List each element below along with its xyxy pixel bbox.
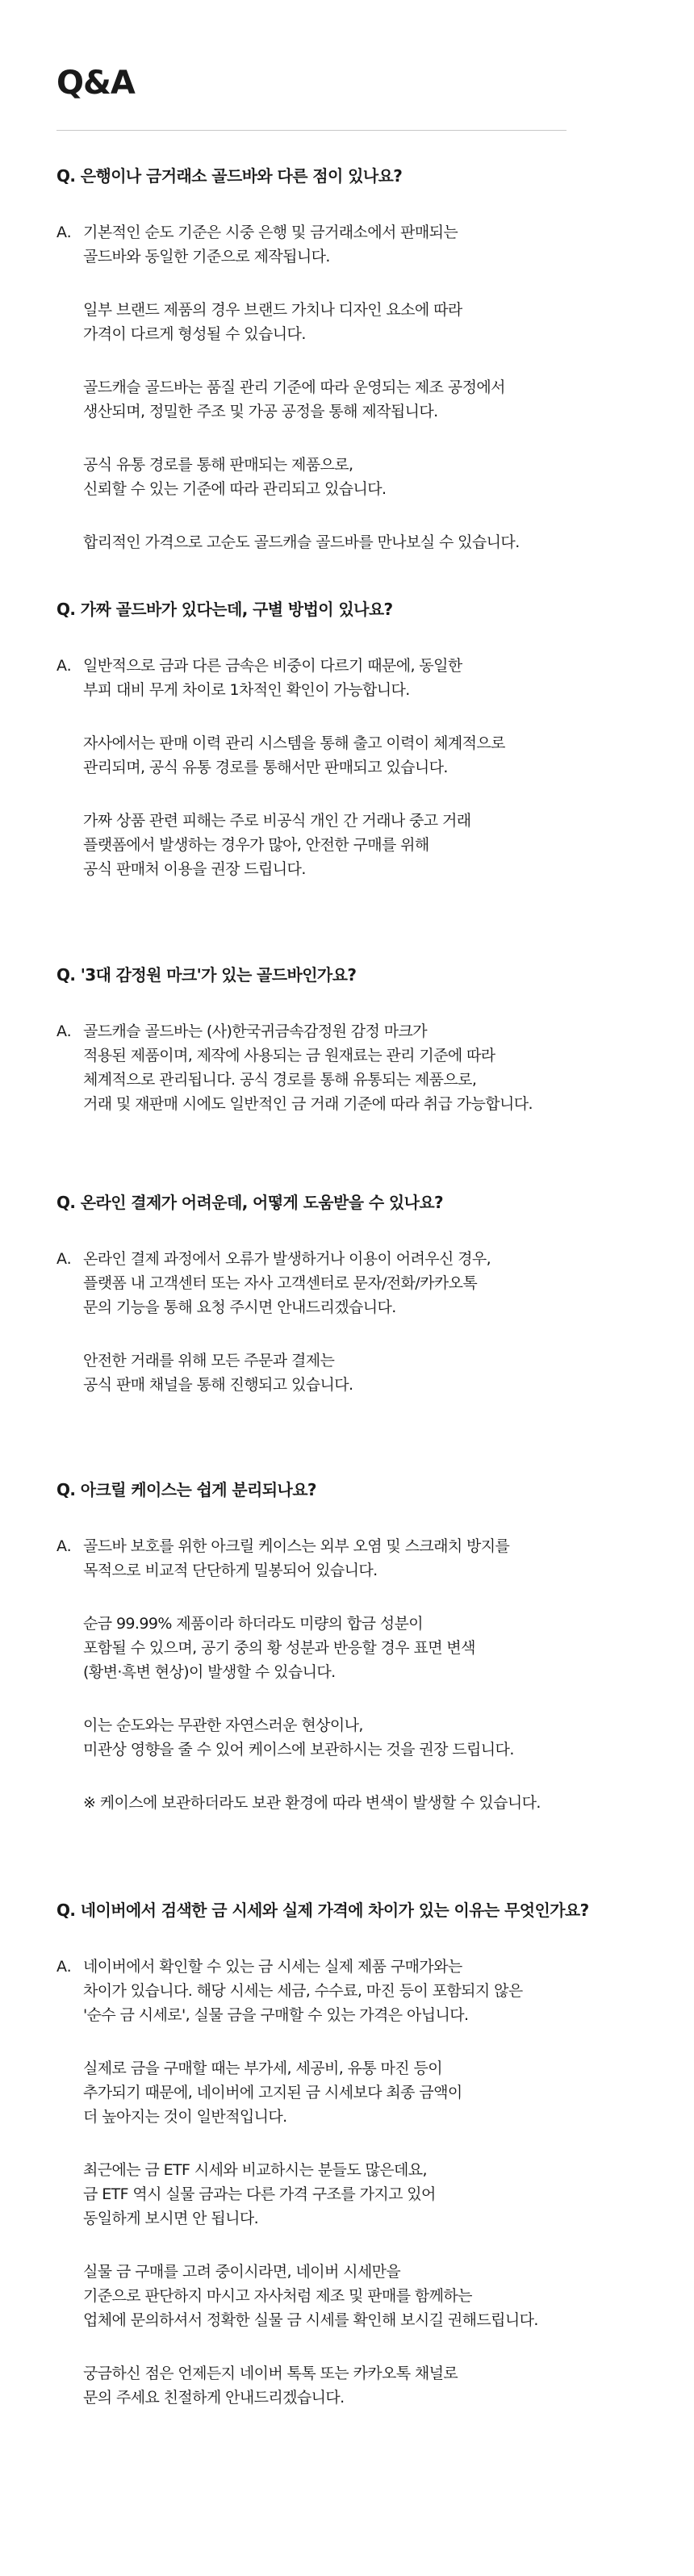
answer-line: 최근에는 금 ETF 시세와 비교하시는 분들도 많은데요, <box>83 2161 427 2179</box>
answer-line: (황변·흑변 현상)이 발생할 수 있습니다. <box>83 1663 336 1681</box>
answer <box>56 220 686 554</box>
answer-paragraph <box>83 2361 686 2410</box>
answer-line: 플랫폼에서 발생하는 경우가 많아, 안전한 구매를 위해 <box>83 836 429 854</box>
page-title: Q&A <box>56 65 135 102</box>
answer-line: 궁금하신 점은 언제든지 네이버 톡톡 또는 카카오톡 채널로 <box>83 2365 458 2382</box>
answer-body <box>83 1955 686 2410</box>
answer-prefix: A. <box>56 224 72 241</box>
answer-line: 공식 유통 경로를 통해 판매되는 제품으로, <box>83 456 353 474</box>
answer-line: 문의 주세요 친절하게 안내드리겠습니다. <box>83 2389 345 2407</box>
answer-line: 이는 순도와는 무관한 자연스러운 현상이나, <box>83 1717 363 1734</box>
answer-line: 가짜 상품 관련 피해는 주로 비공식 개인 간 거래나 중고 거래 <box>83 812 471 830</box>
answer-line: 목적으로 비교적 단단하게 밀봉되어 있습니다. <box>83 1562 378 1579</box>
answer-line: 업체에 문의하셔서 정확한 실물 금 시세를 확인해 보시길 권해드립니다. <box>83 2311 538 2329</box>
answer-paragraph <box>83 530 686 554</box>
answer-line: 기본적인 순도 기준은 시중 은행 및 금거래소에서 판매되는 <box>83 224 458 241</box>
answer-line: ※ 케이스에 보관하더라도 보관 환경에 따라 변색이 발생할 수 있습니다. <box>83 1794 541 1812</box>
answer <box>56 1247 686 1397</box>
answer-line: 합리적인 가격으로 고순도 골드캐슬 골드바를 만나보실 수 있습니다. <box>83 533 520 551</box>
answer-paragraph <box>83 1791 686 1815</box>
answer-paragraph <box>83 1534 686 1583</box>
answer-line: 적용된 제품이며, 제작에 사용되는 금 원재료는 관리 기준에 따라 <box>83 1047 495 1064</box>
answer-line: 실물 금 구매를 고려 중이시라면, 네이버 시세만을 <box>83 2263 401 2281</box>
qa-item <box>56 168 686 554</box>
answer-body <box>83 220 686 554</box>
answer <box>56 1955 686 2410</box>
answer-line: 체계적으로 관리됩니다. 공식 경로를 통해 유통되는 제품으로, <box>83 1071 477 1089</box>
answer-line: 순금 99.99% 제품이라 하더라도 미량의 합금 성분이 <box>83 1615 424 1633</box>
answer-paragraph <box>83 453 686 501</box>
answer-line: 미관상 영향을 줄 수 있어 케이스에 보관하시는 것을 권장 드립니다. <box>83 1741 514 1758</box>
answer <box>56 1019 686 1116</box>
answer-body <box>83 1247 686 1397</box>
answer-line: 신뢰할 수 있는 기준에 따라 관리되고 있습니다. <box>83 480 387 498</box>
qa-item <box>56 1902 686 2410</box>
answer-line: 일부 브랜드 제품의 경우 브랜드 가치나 디자인 요소에 따라 <box>83 301 462 319</box>
answer-line: 네이버에서 확인할 수 있는 금 시세는 실제 제품 구매가와는 <box>83 1958 462 1976</box>
answer-line: 일반적으로 금과 다른 금속은 비중이 다르기 때문에, 동일한 <box>83 657 462 675</box>
answer-line: 자사에서는 판매 이력 관리 시스템을 통해 출고 이력이 체계적으로 <box>83 734 505 752</box>
answer-line: 기준으로 판단하지 마시고 자사처럼 제조 및 판매를 함께하는 <box>83 2287 472 2305</box>
answer-line: 문의 기능을 통해 요청 주시면 안내드리겠습니다. <box>83 1298 396 1316</box>
answer-line: 골드캐슬 골드바는 (사)한국귀금속감정원 감정 마크가 <box>83 1022 427 1040</box>
question-heading: Q. '3대 감정원 마크'가 있는 골드바인가요? <box>56 965 357 985</box>
answer-line: 공식 판매처 이용을 권장 드립니다. <box>83 860 306 878</box>
answer-line: 관리되며, 공식 유통 경로를 통해서만 판매되고 있습니다. <box>83 759 448 776</box>
answer-line: 골드캐슬 골드바는 품질 관리 기준에 따라 운영되는 제조 공정에서 <box>83 378 505 396</box>
qa-item <box>56 601 686 881</box>
answer-line: 플랫폼 내 고객센터 또는 자사 고객센터로 문자/전화/카카오톡 <box>83 1274 478 1292</box>
question-heading: Q. 네이버에서 검색한 금 시세와 실제 가격에 차이가 있는 이유는 무엇인가요? <box>56 1901 589 1920</box>
answer-line: 골드바와 동일한 기준으로 제작됩니다. <box>83 248 330 266</box>
answer-line: 생산되며, 정밀한 주조 및 가공 공정을 통해 제작됩니다. <box>83 403 438 420</box>
title-divider <box>56 130 566 131</box>
answer-paragraph <box>83 2158 686 2231</box>
answer-line: 동일하게 보시면 안 됩니다. <box>83 2210 259 2227</box>
answer-line: 더 높아지는 것이 일반적입니다. <box>83 2108 287 2126</box>
answer-line: 안전한 거래를 위해 모든 주문과 결제는 <box>83 1352 335 1370</box>
answer-paragraph <box>83 220 686 269</box>
answer-paragraph <box>83 1349 686 1397</box>
answer-line: 금 ETF 역시 실물 금과는 다른 가격 구조를 가지고 있어 <box>83 2185 436 2203</box>
qa-item <box>56 967 686 1116</box>
answer-paragraph <box>83 2260 686 2332</box>
answer-body <box>83 654 686 881</box>
answer-prefix: A. <box>56 1958 72 1976</box>
answer-paragraph <box>83 1612 686 1684</box>
answer-prefix: A. <box>56 1250 72 1268</box>
answer-paragraph <box>83 1713 686 1762</box>
answer-line: 추가되기 때문에, 네이버에 고지된 금 시세보다 최종 금액이 <box>83 2084 462 2101</box>
answer-prefix: A. <box>56 1022 72 1040</box>
answer-line: 공식 판매 채널을 통해 진행되고 있습니다. <box>83 1376 353 1394</box>
qa-item <box>56 1194 686 1397</box>
answer-paragraph <box>83 731 686 780</box>
question-heading: Q. 아크릴 케이스는 쉽게 분리되나요? <box>56 1480 316 1499</box>
question-heading: Q. 온라인 결제가 어려운데, 어떻게 도움받을 수 있나요? <box>56 1193 444 1212</box>
answer <box>56 1534 686 1815</box>
answer-paragraph <box>83 654 686 702</box>
question-heading: Q. 가짜 골드바가 있다는데, 구별 방법이 있나요? <box>56 600 393 619</box>
question-heading: Q. 은행이나 금거래소 골드바와 다른 점이 있나요? <box>56 166 403 186</box>
answer-paragraph <box>83 1247 686 1319</box>
answer-paragraph <box>83 809 686 881</box>
answer-line: 골드바 보호를 위한 아크릴 케이스는 외부 오염 및 스크래치 방지를 <box>83 1537 510 1555</box>
answer-line: 실제로 금을 구매할 때는 부가세, 세공비, 유통 마진 등이 <box>83 2060 442 2077</box>
answer-body <box>83 1019 686 1116</box>
answer-body <box>83 1534 686 1815</box>
answer-paragraph <box>83 2056 686 2129</box>
answer-line: '순수 금 시세로', 실물 금을 구매할 수 있는 가격은 아닙니다. <box>83 2006 469 2024</box>
answer-line: 포함될 수 있으며, 공기 중의 황 성분과 반응할 경우 표면 변색 <box>83 1639 475 1657</box>
answer-paragraph <box>83 1019 686 1116</box>
answer-paragraph <box>83 375 686 424</box>
answer-line: 부피 대비 무게 차이로 1차적인 확인이 가능합니다. <box>83 681 410 699</box>
answer-line: 온라인 결제 과정에서 오류가 발생하거나 이용이 어려우신 경우, <box>83 1250 491 1268</box>
qa-item <box>56 1482 686 1815</box>
answer-paragraph <box>83 1955 686 2027</box>
answer-prefix: A. <box>56 657 72 675</box>
answer-line: 거래 및 재판매 시에도 일반적인 금 거래 기준에 따라 취급 가능합니다. <box>83 1095 533 1113</box>
answer-prefix: A. <box>56 1537 72 1555</box>
answer-line: 차이가 있습니다. 해당 시세는 세금, 수수료, 마진 등이 포함되지 않은 <box>83 1982 523 2000</box>
answer-paragraph <box>83 298 686 346</box>
answer-line: 가격이 다르게 형성될 수 있습니다. <box>83 325 306 343</box>
answer <box>56 654 686 881</box>
